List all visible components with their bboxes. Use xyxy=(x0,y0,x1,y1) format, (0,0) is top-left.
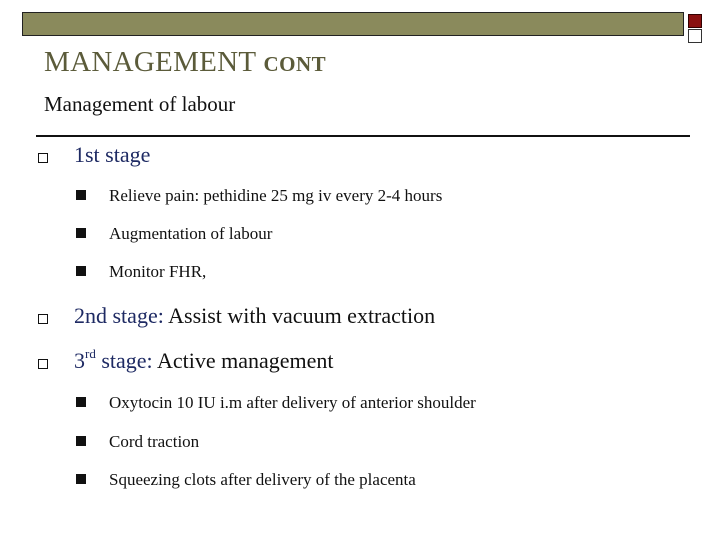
sub-bullet-text: Augmentation of labour xyxy=(109,224,273,243)
filled-square-bullet-icon xyxy=(76,436,86,446)
filled-square-bullet-icon xyxy=(76,228,86,238)
hollow-square-bullet-icon xyxy=(38,314,48,324)
hollow-square-bullet-icon xyxy=(38,359,48,369)
sub-bullet-text: Monitor FHR, xyxy=(109,262,207,281)
filled-square-bullet-icon xyxy=(76,190,86,200)
filled-square-bullet-icon xyxy=(76,474,86,484)
title-suffix: CONT xyxy=(263,52,327,76)
sub-bullet-text: Oxytocin 10 IU i.m after delivery of anterior shoulder xyxy=(109,393,476,412)
hollow-square-bullet-icon xyxy=(38,153,48,163)
stage-detail: Assist with vacuum extraction xyxy=(168,303,436,328)
title-divider xyxy=(36,135,690,137)
sub-bullet-text: Relieve pain: pethidine 25 mg iv every 2-4 hours xyxy=(109,186,443,205)
filled-square-bullet-icon xyxy=(76,397,86,407)
slide-title xyxy=(44,46,326,79)
stage-label: 3rd stage: xyxy=(74,346,153,373)
header-bar xyxy=(22,12,684,36)
stage-detail: Active management xyxy=(156,348,334,373)
sub-bullet-text: Cord traction xyxy=(109,432,200,451)
stage-label: 2nd stage: xyxy=(74,303,164,328)
sub-bullet-text: Squeezing clots after delivery of the placenta xyxy=(109,470,416,489)
filled-square-bullet-icon xyxy=(76,266,86,276)
corner-square-filled xyxy=(688,14,702,28)
corner-square-outline xyxy=(688,29,702,43)
stage-label: 1st stage xyxy=(74,142,151,167)
slide-subtitle: Management of labour xyxy=(44,92,236,116)
title-main: MANAGEMENT xyxy=(44,46,256,78)
